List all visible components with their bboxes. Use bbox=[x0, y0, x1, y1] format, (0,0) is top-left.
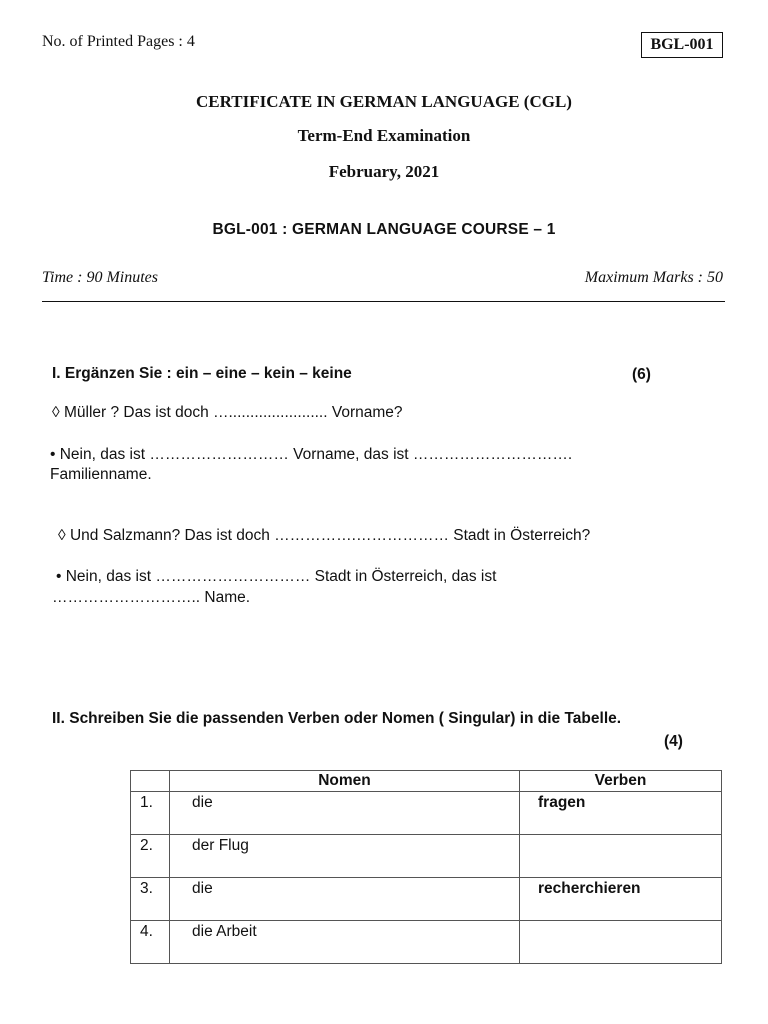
table-row bbox=[131, 878, 722, 921]
nomen-cell: der Flug bbox=[170, 835, 520, 878]
exam-date: February, 2021 bbox=[328, 162, 440, 181]
course-name: BGL-001 : GERMAN LANGUAGE COURSE – 1 bbox=[212, 221, 556, 238]
exam-subtitle: Term-End Examination bbox=[297, 126, 471, 145]
table-row bbox=[131, 835, 722, 878]
course-code-box: BGL-001 bbox=[641, 32, 723, 58]
nomen-cell: die bbox=[170, 878, 520, 921]
question-1-heading: I. Ergänzen Sie : ein – eine – kein – keine bbox=[52, 365, 352, 382]
question-1-line: • Nein, das ist ……………………… Vorname, das ist …………………………. bbox=[50, 446, 573, 463]
row-number: 2. bbox=[131, 835, 170, 878]
column-header-verben: Verben bbox=[520, 771, 722, 792]
verben-cell: recherchieren bbox=[520, 878, 722, 921]
verben-cell: fragen bbox=[520, 792, 722, 835]
row-number: 3. bbox=[131, 878, 170, 921]
header-divider bbox=[42, 301, 725, 302]
table-header-row bbox=[131, 771, 722, 792]
document-title: CERTIFICATE IN GERMAN LANGUAGE (CGL) bbox=[196, 92, 572, 111]
question-2-marks: (4) bbox=[664, 733, 683, 750]
verben-cell bbox=[520, 921, 722, 964]
maximum-marks: Maximum Marks : 50 bbox=[584, 269, 723, 286]
question-1-marks: (6) bbox=[632, 366, 651, 383]
question-1-line: ◊ Müller ? Das ist doch …....................... Vorname? bbox=[52, 404, 403, 421]
table-row bbox=[131, 792, 722, 835]
exam-time: Time : 90 Minutes bbox=[42, 269, 158, 286]
nomen-cell: die Arbeit bbox=[170, 921, 520, 964]
question-1-line: ……………………….. Name. bbox=[52, 589, 251, 606]
table-row bbox=[131, 921, 722, 964]
printed-pages-note: No. of Printed Pages : 4 bbox=[42, 33, 195, 50]
nomen-cell: die bbox=[170, 792, 520, 835]
verben-cell bbox=[520, 835, 722, 878]
question-2-heading: II. Schreiben Sie die passenden Verben oder Nomen ( Singular) in die Tabelle. bbox=[52, 710, 622, 727]
nomen-verben-table bbox=[130, 770, 722, 964]
question-1-line: • Nein, das ist ………………………… Stadt in Österreich, das ist bbox=[56, 568, 497, 585]
column-header-nomen: Nomen bbox=[170, 771, 520, 792]
question-1-line: Familienname. bbox=[50, 466, 152, 483]
column-header-number bbox=[131, 771, 170, 792]
row-number: 4. bbox=[131, 921, 170, 964]
question-1-line: ◊ Und Salzmann? Das ist doch …………….……………… Stadt in Österreich? bbox=[58, 527, 591, 544]
row-number: 1. bbox=[131, 792, 170, 835]
